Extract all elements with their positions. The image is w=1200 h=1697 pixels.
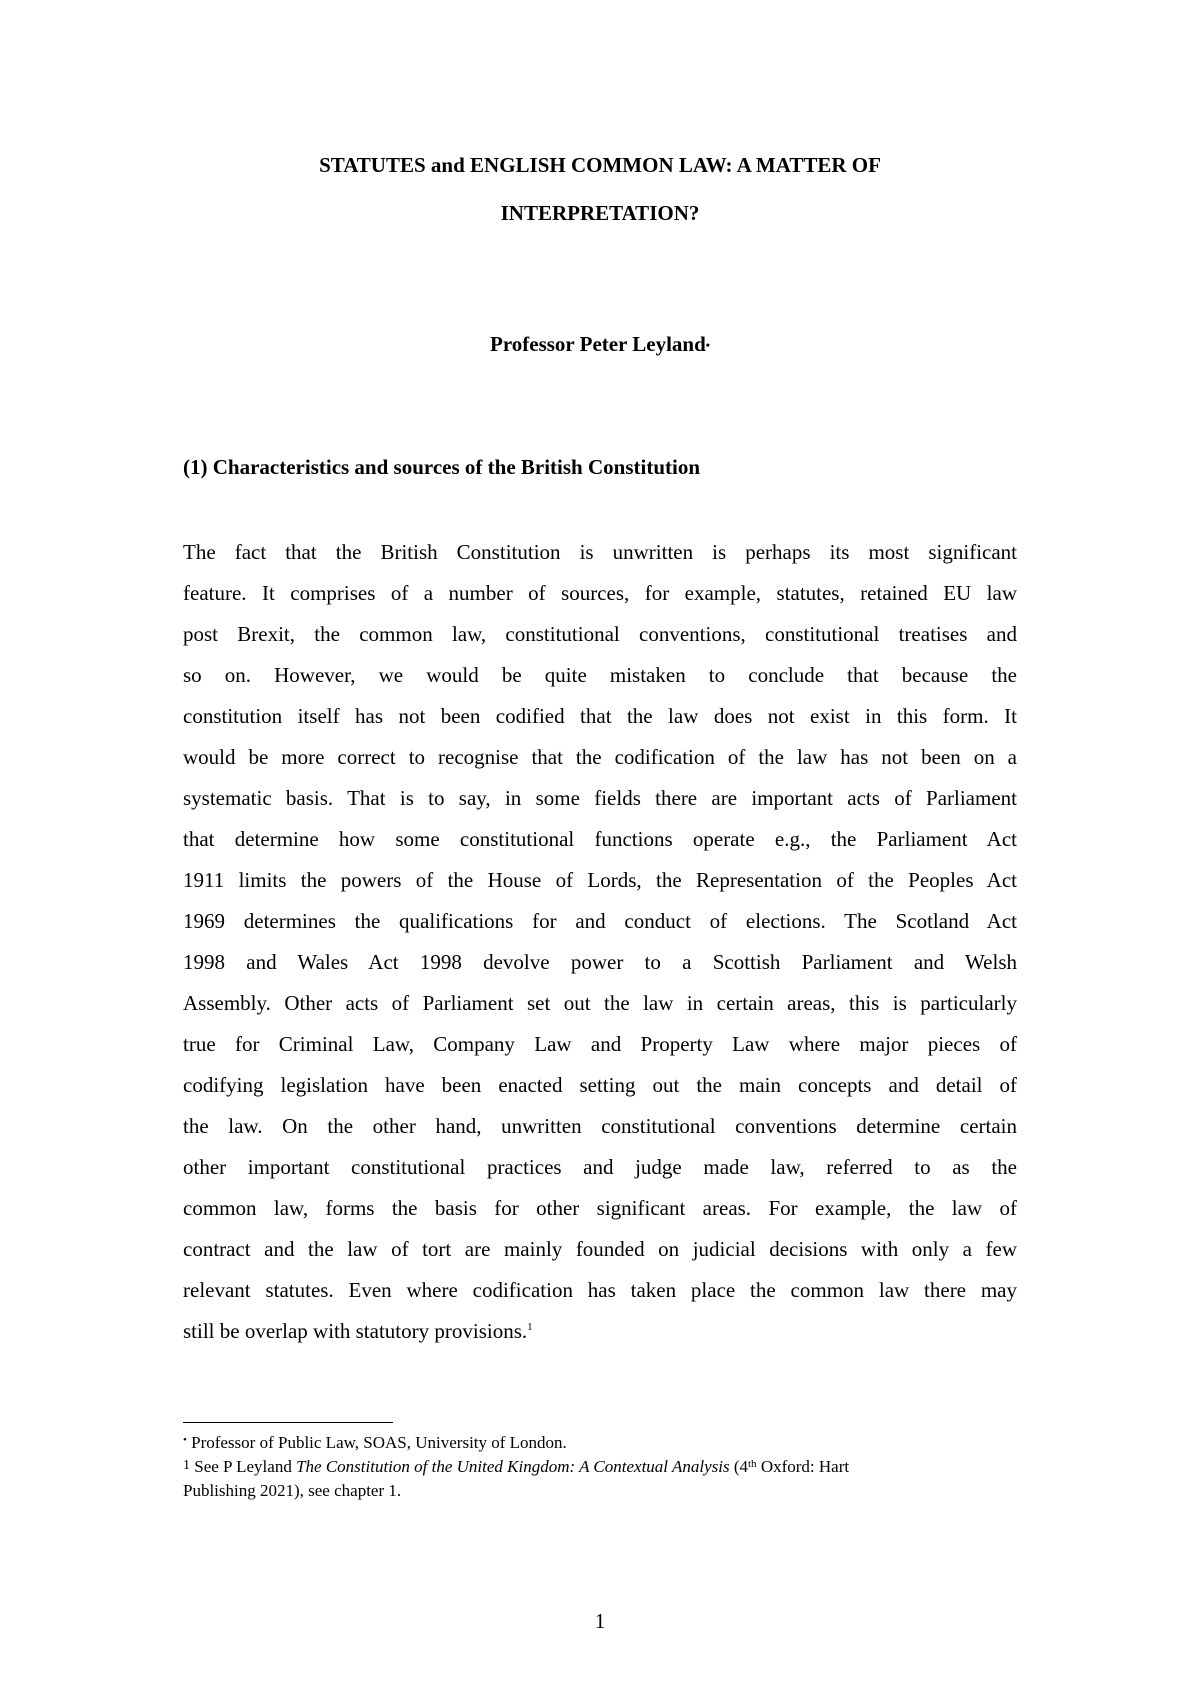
footnote-1-text-c: Oxford: Hart (756, 1457, 850, 1476)
body-line: contract and the law of tort are mainly founded on judicial decisions with only a few (183, 1237, 1017, 1261)
footnote-1-book-title: The Constitution of the United Kingdom: A Contextual Analysis (296, 1457, 730, 1476)
body-line: codifying legislation have been enacted setting out the main concepts and detail of (183, 1073, 1017, 1097)
footnote-1-ordinal: th (748, 1458, 757, 1470)
body-line: constitution itself has not been codified that the law does not exist in this form. It (183, 704, 1017, 728)
author-name: Professor Peter Leyland (490, 332, 706, 356)
body-line-text: still be overlap with statutory provisions. (183, 1319, 528, 1343)
section-heading: (1) Characteristics and sources of the British Constitution (183, 455, 701, 479)
body-line: feature. It comprises of a number of sources, for example, statutes, retained EU law (183, 581, 1017, 605)
body-line: other important constitutional practices and judge made law, referred to as the (183, 1155, 1017, 1179)
footnote-1 (183, 1456, 1017, 1480)
title-line-1: STATUTES and ENGLISH COMMON LAW: A MATTER OF (319, 153, 881, 177)
body-line: common law, forms the basis for other significant areas. For example, the law of (183, 1196, 1017, 1220)
footnotes (183, 1432, 1017, 1501)
body-line: the law. On the other hand, unwritten constitutional conventions determine certain (183, 1114, 1017, 1138)
body-line: The fact that the British Constitution is unwritten is perhaps its most significant (183, 540, 1017, 564)
footnote-1-text-a: See P Leyland (194, 1457, 297, 1476)
document-title (183, 141, 1017, 237)
footnote-marker: • (183, 1434, 187, 1446)
footnote-1-text-b: (4 (729, 1457, 748, 1476)
body-line: 1969 determines the qualifications for and conduct of elections. The Scotland Act (183, 909, 1017, 933)
body-line: so on. However, we would be quite mistaken to conclude that because the (183, 663, 1017, 687)
body-line: that determine how some constitutional functions operate e.g., the Parliament Act (183, 827, 1017, 851)
footnote-author (183, 1432, 1017, 1456)
footnote-1-continued: Publishing 2021), see chapter 1. (183, 1481, 402, 1500)
body-line: 1911 limits the powers of the House of Lords, the Representation of the Peoples Act (183, 868, 1017, 892)
page-number: 1 (594, 1609, 606, 1633)
body-line: would be more correct to recognise that the codification of the law has not been on a (183, 745, 1017, 769)
body-line: true for Criminal Law, Company Law and Property Law where major pieces of (183, 1032, 1017, 1056)
body-line: Assembly. Other acts of Parliament set out the law in certain areas, this is particularly (183, 991, 1017, 1015)
body-line: systematic basis. That is to say, in some fields there are important acts of Parliament (183, 786, 1017, 810)
footnote-number: 1 (183, 1458, 190, 1473)
body-paragraph (183, 532, 1017, 1352)
footnote-reference-1[interactable]: 1 (527, 1321, 533, 1333)
footnote-separator (183, 1422, 393, 1423)
footnote-author-text: Professor of Public Law, SOAS, University of London. (191, 1433, 567, 1452)
body-line-last (183, 1311, 1017, 1352)
body-line: post Brexit, the common law, constitutional conventions, constitutional treatises and (183, 622, 1017, 646)
body-line: 1998 and Wales Act 1998 devolve power to a Scottish Parliament and Welsh (183, 950, 1017, 974)
title-line-2: INTERPRETATION? (500, 201, 700, 225)
body-line: relevant statutes. Even where codification has taken place the common law there may (183, 1278, 1017, 1302)
author-line (183, 329, 1017, 362)
author-footnote-marker[interactable]: • (705, 338, 710, 352)
